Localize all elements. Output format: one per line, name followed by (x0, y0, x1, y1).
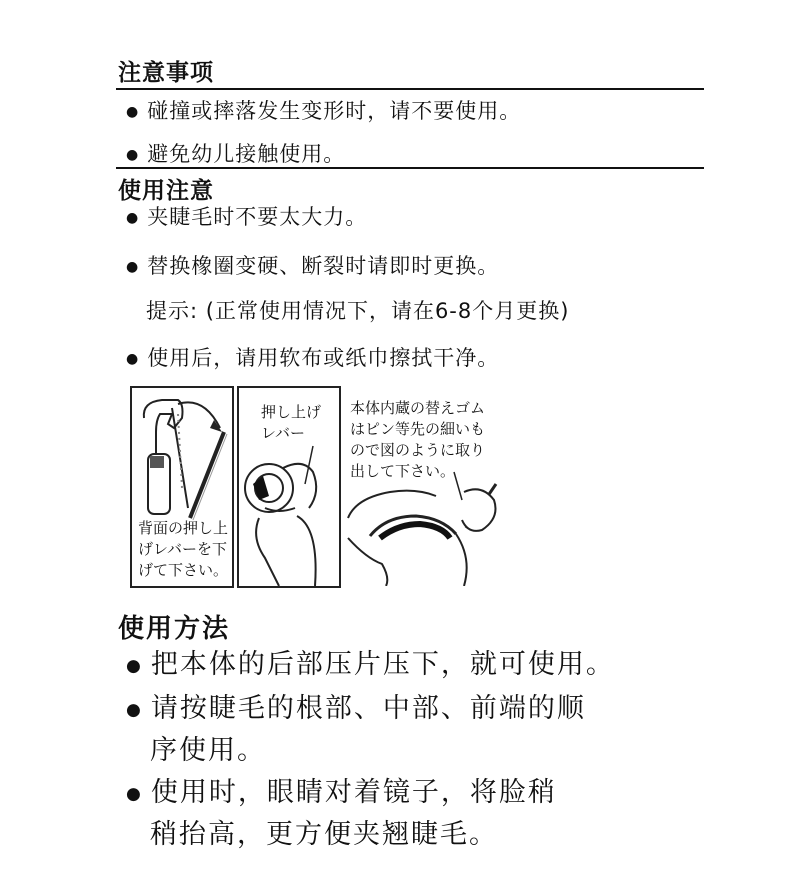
list-item (126, 250, 499, 280)
caption-line: 出して下さい。 (350, 462, 456, 480)
item-text-continued: 序使用。 (150, 735, 266, 766)
item-text: 使用后，请用软布或纸巾擦拭干净。 (147, 346, 500, 370)
caption-line: はピン等先の細いも (350, 420, 486, 438)
divider (116, 167, 704, 169)
item-text-continued: 稍抬高，更方便夹翘睫毛。 (150, 819, 498, 850)
illustration-panel-1 (130, 386, 234, 588)
bullet-icon: ● (126, 147, 140, 163)
bullet-icon: ● (126, 655, 143, 676)
caption-line: 背面の押し上 (138, 519, 229, 537)
panel-caption (138, 518, 228, 581)
caption-line: レバー (261, 424, 305, 442)
caption-line: げレバーを下 (138, 540, 227, 558)
item-text: 使用时，眼睛对着镜子，将脸稍 (150, 777, 557, 808)
tip-text: 提示: (正常使用情况下，请在6-8个月更换) (146, 299, 570, 323)
panel-caption (261, 402, 321, 444)
caption-line: 本体内蔵の替えゴム (350, 399, 486, 417)
caption-line: げて下さい。 (138, 561, 229, 579)
bullet-icon: ● (126, 699, 143, 720)
list-item (126, 642, 615, 681)
item-text: 避免幼儿接触使用。 (147, 142, 346, 166)
item-text: 夹睫毛时不要太大力。 (147, 205, 368, 229)
illustration-panel-2 (237, 386, 341, 588)
list-item (126, 770, 557, 809)
illustration-panel-3 (344, 386, 508, 588)
item-text: 碰撞或摔落发生变形时，请不要使用。 (147, 99, 522, 123)
bullet-icon: ● (126, 210, 140, 226)
list-item (126, 138, 345, 168)
list-item (126, 201, 367, 231)
divider (116, 88, 704, 90)
bullet-icon: ● (126, 351, 140, 367)
item-text: 请按睫毛的根部、中部、前端的顺 (150, 693, 586, 724)
item-text: 替换橡圈变硬、断裂时请即时更换。 (147, 254, 500, 278)
section-title-usage-notes: 使用注意 (118, 178, 214, 204)
list-item (126, 95, 521, 125)
bullet-icon: ● (126, 104, 140, 120)
item-text: 把本体的后部压片压下，就可使用。 (150, 649, 615, 680)
list-item (126, 342, 499, 372)
panel-caption (350, 398, 485, 482)
caption-line: 押し上げ (261, 403, 322, 421)
list-item (126, 686, 586, 725)
bullet-icon: ● (126, 259, 140, 275)
section-title-how-to-use: 使用方法 (118, 614, 231, 644)
bullet-icon: ● (126, 783, 143, 804)
section-title-precautions: 注意事项 (118, 60, 214, 86)
caption-line: ので図のように取り (350, 441, 486, 459)
